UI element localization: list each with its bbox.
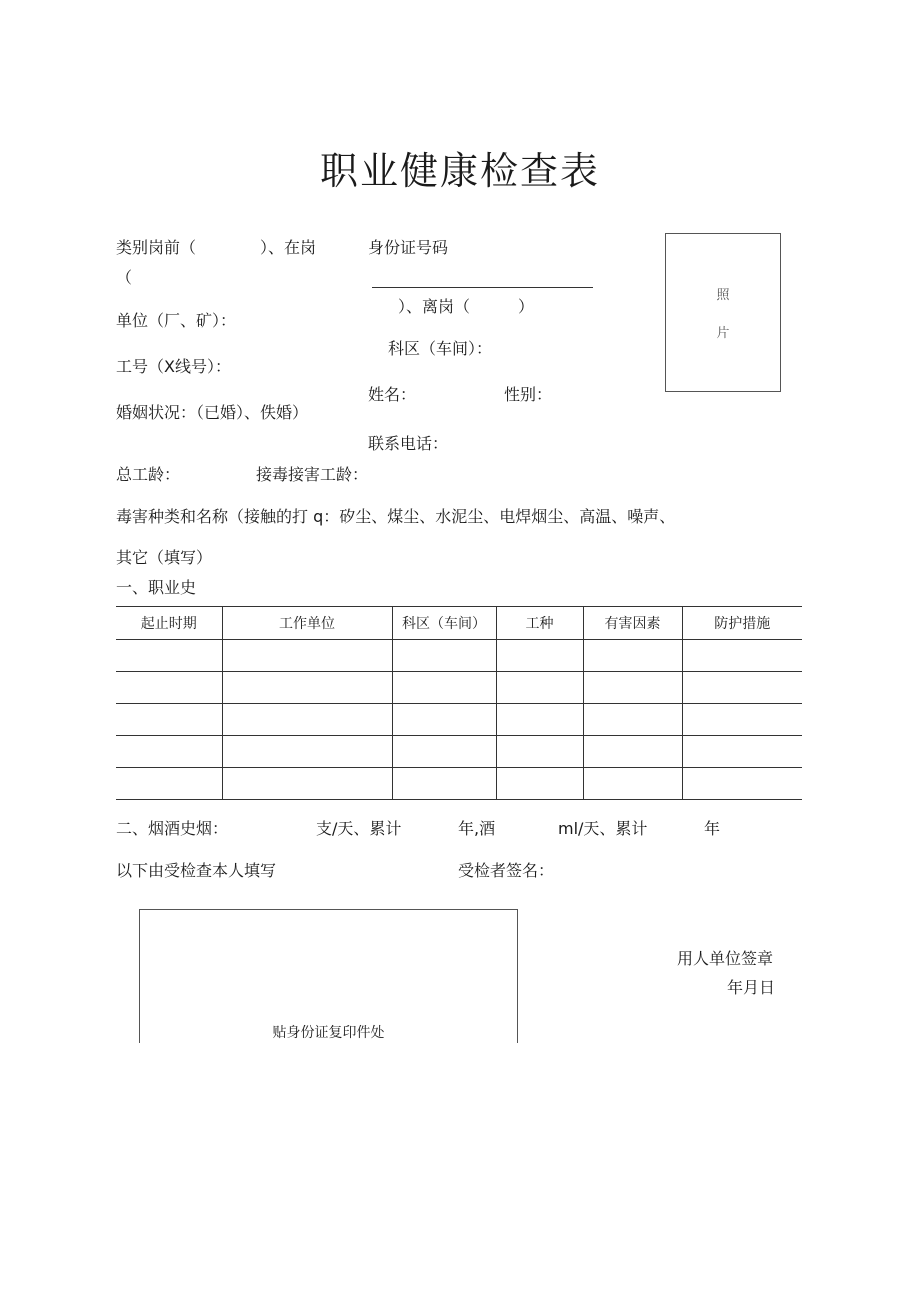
column-header: 有害因素 (583, 607, 682, 640)
column-header: 防护措施 (682, 607, 802, 640)
column-header: 工作单位 (222, 607, 392, 640)
table-cell[interactable] (392, 704, 496, 736)
table-cell[interactable] (222, 640, 392, 672)
hazard-label: 毒害种类和名称（接触的打 q：矽尘、煤尘、水泥尘、电焊烟尘、高温、噪声、 (116, 507, 676, 526)
table-cell[interactable] (222, 704, 392, 736)
column-header: 起止时期 (116, 607, 222, 640)
unit-label: 单位（厂、矿）： (116, 311, 237, 330)
table-cell[interactable] (496, 704, 583, 736)
table-cell[interactable] (222, 736, 392, 768)
table-cell[interactable] (392, 736, 496, 768)
table-cell[interactable] (392, 640, 496, 672)
table-cell[interactable] (496, 768, 583, 800)
table-row (116, 672, 802, 704)
gender-label: 性别： (504, 385, 553, 404)
category-leave-label: ）、离岗（ ） (398, 297, 535, 316)
table-cell[interactable] (496, 672, 583, 704)
category-cont-label: （ (116, 268, 133, 287)
table-cell[interactable] (682, 704, 802, 736)
id-number-line[interactable] (372, 287, 593, 288)
category-label: 类别岗前（ ）、在岗 (116, 238, 317, 257)
signature-label: 受检者签名： (458, 861, 555, 880)
year-wine-label: 年,酒 (458, 819, 496, 838)
photo-char-1: 照 (716, 288, 730, 303)
date-label: 年月日 (727, 978, 776, 997)
section2-heading: 二、烟酒史烟： (116, 819, 229, 838)
table-cell[interactable] (583, 736, 682, 768)
table-cell[interactable] (496, 640, 583, 672)
occupation-history-table (116, 606, 802, 800)
table-cell[interactable] (116, 736, 222, 768)
photo-char-2: 片 (716, 326, 730, 341)
column-header: 工种 (496, 607, 583, 640)
photo-box[interactable] (665, 233, 781, 392)
table-header-row (116, 607, 802, 640)
page-title: 职业健康检查表 (319, 149, 600, 193)
section1-heading: 一、职业史 (116, 578, 197, 597)
table-row (116, 768, 802, 800)
table-cell[interactable] (496, 736, 583, 768)
id-copy-label: 贴身份证复印件处 (272, 1025, 385, 1041)
hazard-other-label: 其它（填写） (116, 548, 213, 567)
dept-label: 科区（车间）： (388, 339, 493, 358)
table-cell[interactable] (682, 640, 802, 672)
employer-seal-label: 用人单位签章 (677, 949, 774, 968)
table-cell[interactable] (222, 672, 392, 704)
table-row (116, 704, 802, 736)
table-cell[interactable] (583, 768, 682, 800)
total-years-label: 总工龄： (116, 465, 181, 484)
table-cell[interactable] (682, 736, 802, 768)
table-cell[interactable] (222, 768, 392, 800)
smoke-unit-label: 支/天、累计 (316, 819, 402, 838)
work-no-label: 工号（X线号）： (116, 357, 231, 376)
table-cell[interactable] (116, 640, 222, 672)
table-cell[interactable] (682, 672, 802, 704)
table-cell[interactable] (392, 768, 496, 800)
table-cell[interactable] (583, 640, 682, 672)
phone-label: 联系电话： (368, 434, 449, 453)
table-cell[interactable] (116, 672, 222, 704)
id-copy-box[interactable] (139, 909, 518, 1043)
year-label: 年 (704, 819, 721, 838)
table-row (116, 736, 802, 768)
table-cell[interactable] (583, 704, 682, 736)
exposure-years-label: 接毒接害工龄： (256, 465, 369, 484)
name-label: 姓名： (368, 385, 417, 404)
table-cell[interactable] (583, 672, 682, 704)
table-cell[interactable] (682, 768, 802, 800)
id-number-label: 身份证号码 (368, 238, 449, 257)
column-header: 科区（车间） (392, 607, 496, 640)
marital-label: 婚姻状况：（已婚）、佚婚） (116, 403, 309, 422)
wine-unit-label: ml/天、累计 (558, 819, 648, 838)
table-row (116, 640, 802, 672)
table-cell[interactable] (116, 768, 222, 800)
table-cell[interactable] (392, 672, 496, 704)
self-fill-note: 以下由受检查本人填写 (116, 861, 277, 880)
table-cell[interactable] (116, 704, 222, 736)
